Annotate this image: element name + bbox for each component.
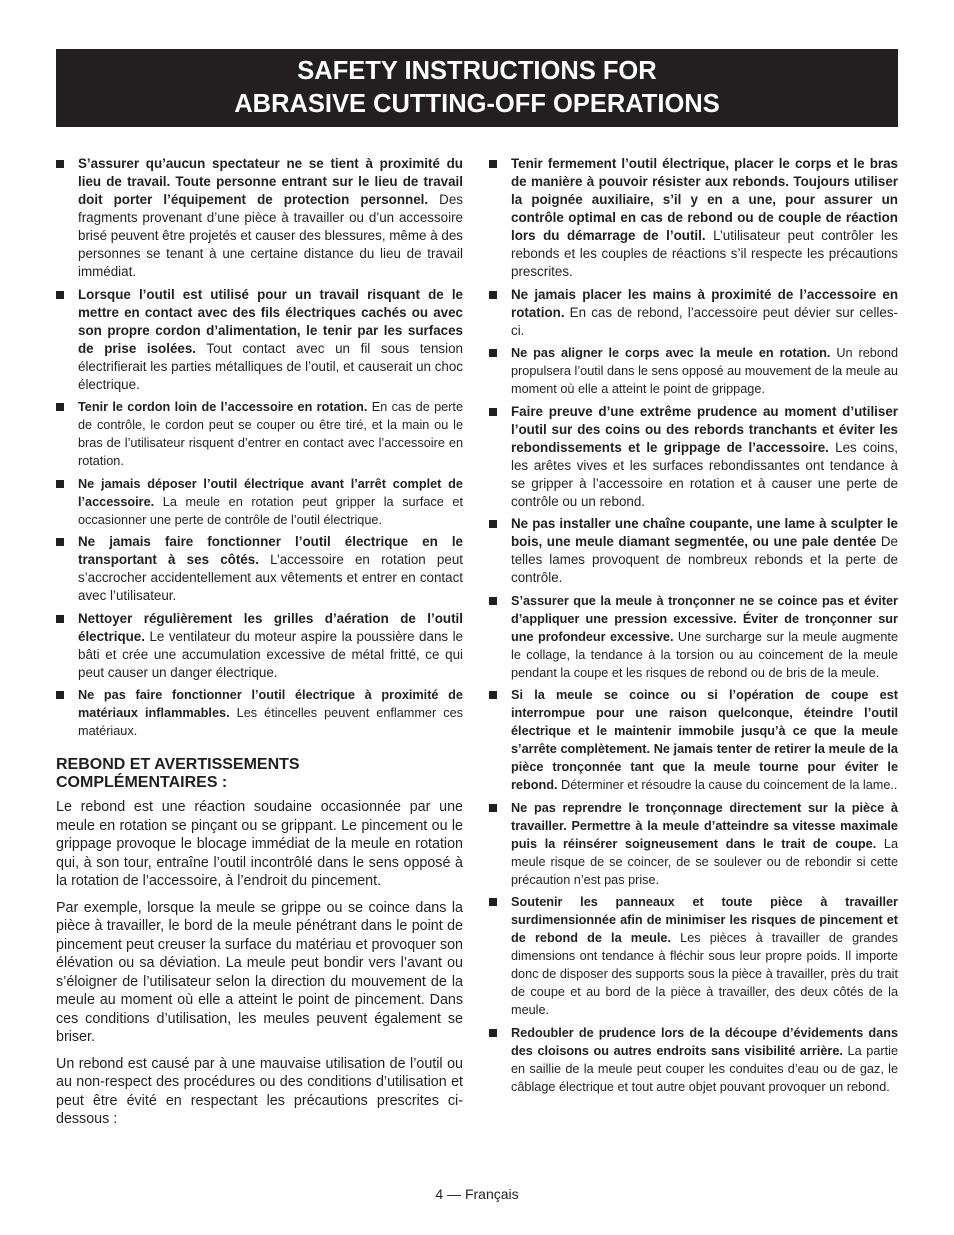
square-bullet-icon: [56, 403, 64, 411]
square-bullet-icon: [489, 691, 497, 699]
right-column: [489, 155, 898, 1100]
square-bullet-icon: [489, 349, 497, 357]
list-item: Si la meule se coince ou si l’opération de coupe est interrompue pour une raison quelconque, éteindre l’outil électrique et le maintenir immobile jusqu’à ce que la meule s’arrête complètement. Ne jamais tenter de retirer la meule de la pièce tronçonnée tant que la meule tourne pour éviter le rebond. Déterminer et résoudre la cause du coincement de la lame..: [489, 686, 898, 794]
list-item: Faire preuve d’une extrême prudence au moment d’utiliser l’outil sur des coins ou des rebords tranchants et éviter les rebondissements et le grippage de l’accessoire. Les coins, les arêtes vives et les surfaces rebondissantes ont tendance à se gripper à l’accessoire en rotation et à causer une perte de contrôle ou un rebond.: [489, 403, 898, 511]
list-item: Ne jamais déposer l’outil électrique avant l’arrêt complet de l’accessoire. La meule en rotation peut gripper la surface et occasionner une perte de contrôle de l’outil électrique.: [56, 475, 463, 529]
list-item: Ne pas reprendre le tronçonnage directement sur la pièce à travailler. Permettre à la meule d’atteindre sa vitesse maximale puis la réinsérer soigneusement dans le trait de coupe. La meule risque de se coincer, de se soulever ou de rebondir si cette précaution n’est pas prise.: [489, 799, 898, 889]
list-item: Ne pas aligner le corps avec la meule en rotation. Un rebond propulsera l’outil dans le sens opposé au mouvement de la meule au moment où elle a atteint le point de grippage.: [489, 344, 898, 398]
square-bullet-icon: [489, 1029, 497, 1037]
list-item: Nettoyer régulièrement les grilles d’aération de l’outil électrique. Le ventilateur du moteur aspire la poussière dans le bâti et crée une accumulation excessive de métal fritté, ce qui peut causer un danger électrique.: [56, 610, 463, 682]
list-item: Tenir le cordon loin de l’accessoire en rotation. En cas de perte de contrôle, le cordon peut se couper ou être tiré, et la main ou le bras de l’utilisateur risquent d’entrer en contact avec l’accessoire en rotation.: [56, 398, 463, 470]
square-bullet-icon: [56, 480, 64, 488]
list-item: Ne pas faire fonctionner l’outil électrique à proximité de matériaux inflammables. Les étincelles peuvent enflammer ces matériaux.: [56, 686, 463, 740]
square-bullet-icon: [56, 691, 64, 699]
square-bullet-icon: [489, 160, 497, 168]
list-item: Redoubler de prudence lors de la découpe d’évidements dans des cloisons ou autres endroits sans visibilité arrière. La partie en saillie de la meule peut couper les conduites d’eau ou de gaz, le câblage électrique et tout autre objet pouvant provoquer un rebond.: [489, 1024, 898, 1096]
paragraph: Le rebond est une réaction soudaine occasionnée par une meule en rotation se pinçant ou se grippant. Le pincement ou le grippage provoque le blocage immédiat de la meule en rotation qui, à son tour, entraîne l’outil incontrôlé dans le sens opposé à la rotation de l’accessoire, à l’endroit du pincement.: [56, 799, 463, 889]
square-bullet-icon: [489, 597, 497, 605]
banner-title-line-2: ABRASIVE CUTTING-OFF OPERATIONS: [234, 90, 720, 118]
paragraph: Par exemple, lorsque la meule se grippe ou se coince dans la pièce à travailler, le bord de la meule pénétrant dans le point de pincement peut creuser la surface du matériau et provoquer son élévation ou sa déviation. La meule peut bondir vers l’avant ou s’éloigner de l’utilisateur selon la direction du mouvement de la meule au moment où elle a atteint le point de pincement. Dans ces conditions d’utilisation, les meules peuvent également se briser.: [56, 899, 463, 1045]
square-bullet-icon: [489, 898, 497, 906]
square-bullet-icon: [489, 291, 497, 299]
square-bullet-icon: [56, 615, 64, 623]
list-item: Soutenir les panneaux et toute pièce à travailler surdimensionnée afin de minimiser les risques de pincement et de rebond de la meule. Les pièces à travailler de grandes dimensions ont tendance à fléchir sous leur propre poids. Il importe donc de disposer des supports sous la pièce à travailler, près du trait de coupe et au bord de la pièce à travailler, des deux côtés de la meule.: [489, 893, 898, 1019]
square-bullet-icon: [489, 804, 497, 812]
section-banner: [56, 49, 898, 127]
page-footer: 4 — Français: [435, 1186, 519, 1202]
list-item: Lorsque l’outil est utilisé pour un travail risquant de le mettre en contact avec des fils électriques cachés ou avec son propre cordon d’alimentation, le tenir par les surfaces de prise isolées. Tout contact avec un fil sous tension électrifierait les parties métalliques de l’outil, et causerait un choc électrique.: [56, 286, 463, 394]
list-item: Ne pas installer une chaîne coupante, une lame à sculpter le bois, une meule diamant segmentée, ou une pale dentée De telles lames provoquent de nombreux rebonds et la perte de contrôle.: [489, 515, 898, 587]
list-item: Tenir fermement l’outil électrique, placer le corps et le bras de manière à pouvoir résister aux rebonds. Toujours utiliser la poignée auxiliaire, s’il y en a une, pour assurer un contrôle optimal en cas de rebond ou de couple de réaction lors du démarrage de l’outil. L’utilisateur peut contrôler les rebonds et les couples de réactions s’il respecte les précautions prescrites.: [489, 155, 898, 281]
list-item: S’assurer que la meule à tronçonner ne se coince pas et éviter d’appliquer une pression excessive. Éviter de tronçonner sur une profondeur excessive. Une surcharge sur la meule augmente le collage, la tendance à la torsion ou au coincement de la meule pendant la coupe et les risques de rebond ou de bris de la meule.: [489, 592, 898, 682]
list-item: Ne jamais faire fonctionner l’outil électrique en le transportant à ses côtés. L’accessoire en rotation peut s’accrocher accidentellement aux vêtements et entrer en contact avec l’utilisateur.: [56, 533, 463, 605]
paragraph: Un rebond est causé par à une mauvaise utilisation de l’outil ou au non-respect des procédures ou des conditions d’utilisation et peut être évité en respectant les précautions prescrites ci-dessous :: [56, 1055, 463, 1127]
left-column: [56, 155, 463, 1137]
square-bullet-icon: [56, 160, 64, 168]
list-item: Ne jamais placer les mains à proximité de l’accessoire en rotation. En cas de rebond, l’accessoire peut dévier sur celles-ci.: [489, 286, 898, 340]
section-heading: REBOND ET AVERTISSEMENTS COMPLÉMENTAIRES :: [56, 756, 300, 791]
list-item: S’assurer qu’aucun spectateur ne se tient à proximité du lieu de travail. Toute personne entrant sur le lieu de travail doit porter l’équipement de protection personnel. Des fragments provenant d’une pièce à travailler ou d’un accessoire brisé peuvent être projetés et causer des blessures, même à des personnes se tenant à une certaine distance du lieu de travail immédiat.: [56, 155, 463, 281]
banner-title-line-1: SAFETY INSTRUCTIONS FOR: [297, 57, 657, 85]
square-bullet-icon: [56, 538, 64, 546]
square-bullet-icon: [489, 520, 497, 528]
square-bullet-icon: [489, 408, 497, 416]
square-bullet-icon: [56, 291, 64, 299]
